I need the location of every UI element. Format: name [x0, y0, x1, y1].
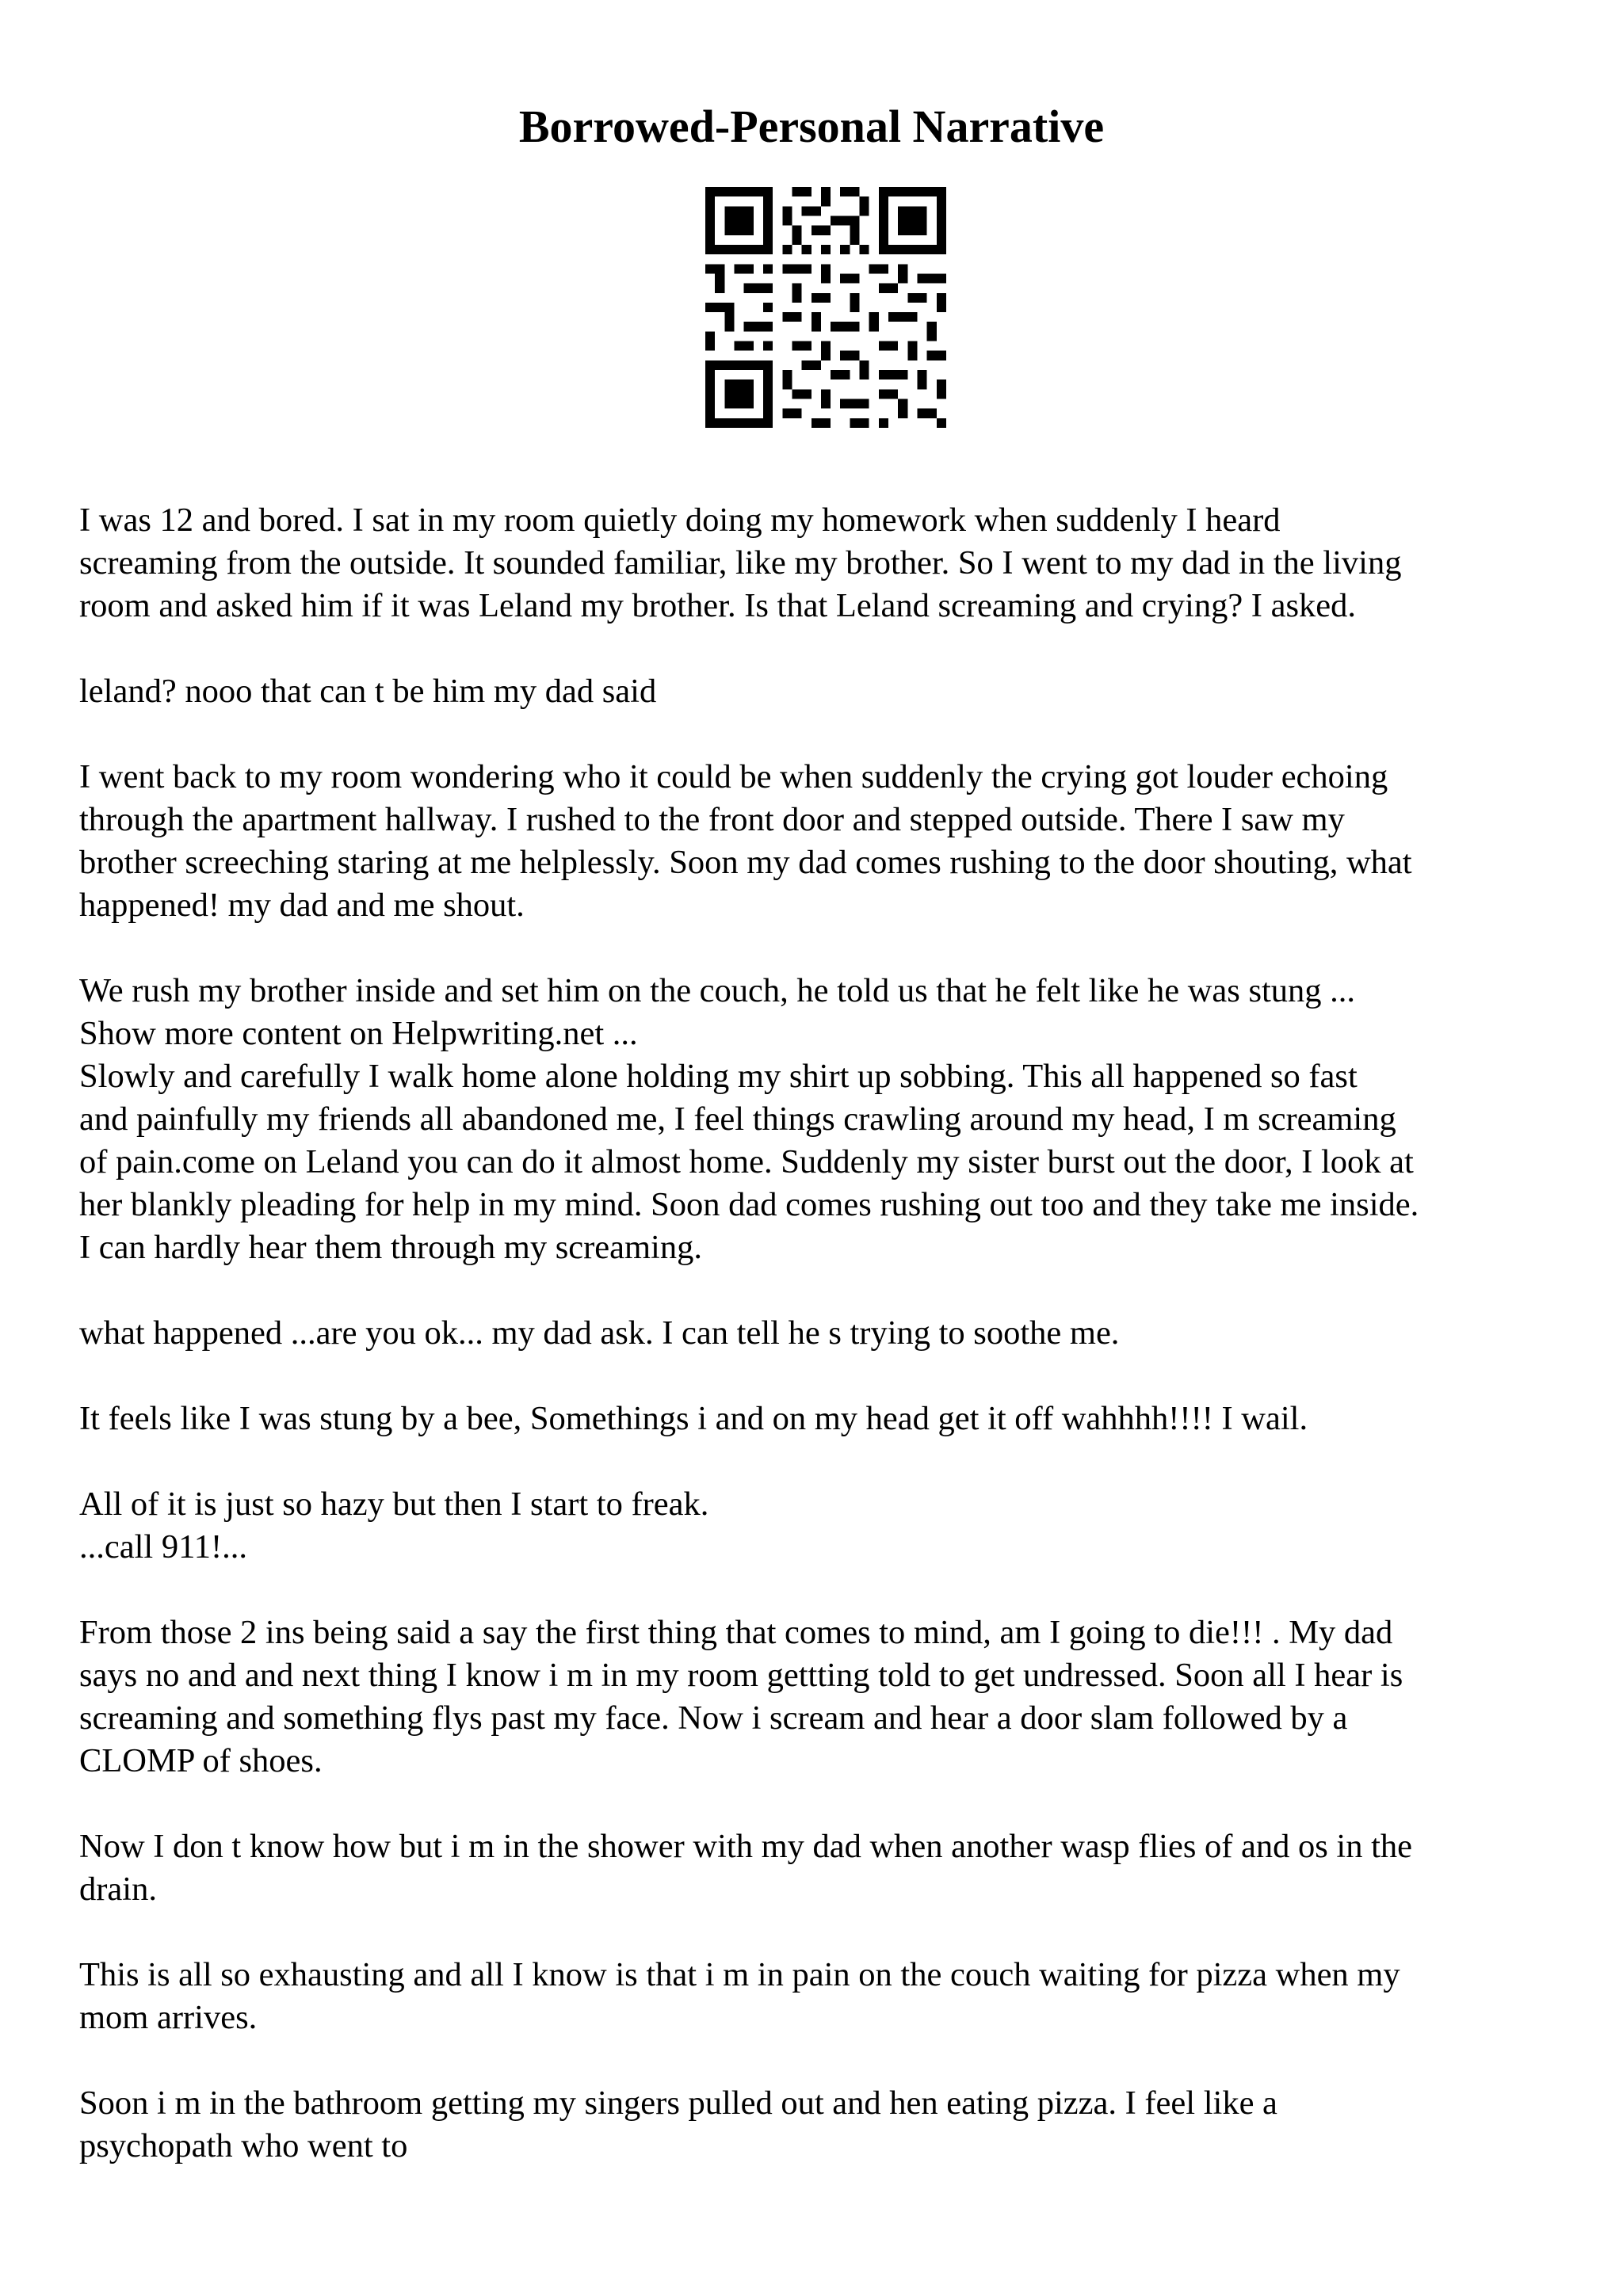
qr-code-graphic — [705, 187, 946, 428]
paragraph: leland? nooo that can t be him my dad said — [79, 673, 657, 710]
paragraph: Now I don t know how but i m in the shower with my dad when another wasp flies of and os in the drain. — [79, 1828, 1413, 1908]
document-title: Borrowed-Personal Narrative — [518, 101, 1105, 152]
narrative-body — [79, 499, 1553, 2210]
paragraph: It feels like I was stung by a bee, Somethings i and on my head get it off wahhhh!!!! I wail. — [79, 1400, 1308, 1437]
paragraph: This is all so exhausting and all I know is that i m in pain on the couch waiting for pizza when my mom arrives. — [79, 1956, 1400, 2036]
paragraph: I was 12 and bored. I sat in my room quietly doing my homework when suddenly I heard screaming from the outside. It sounded familiar, like my brother. So I went to my dad in the living room and asked him if it was Leland my brother. Is that Leland screaming and crying? I asked. — [79, 502, 1402, 624]
paragraph: From those 2 ins being said a say the first thing that comes to mind, am I going to die!!! . My dad says no and and next thing I know i m in my room gettting told to get undressed. Soon all I hear is screaming and something flys past my face. Now i scream and hear a door slam followed by a CLOMP of shoes. — [79, 1614, 1403, 1779]
paragraph: Soon i m in the bathroom getting my singers pulled out and hen eating pizza. I feel like a psychopath who went to — [79, 2084, 1277, 2164]
paragraph: We rush my brother inside and set him on the couch, he told us that he felt like he was stung ... Show more content on Helpwriting.net ... — [79, 972, 1356, 1052]
paragraph: what happened ...are you ok... my dad ask. I can tell he s trying to soothe me. — [79, 1314, 1120, 1352]
paragraph: All of it is just so hazy but then I start to freak. ...call 911!... — [79, 1486, 709, 1566]
paragraph: Slowly and carefully I walk home alone holding my shirt up sobbing. This all happened so fast and painfully my friends all abandoned me, I feel things crawling around my head, I m screaming of pain.come on Leland you can do it almost home. Suddenly my sister burst out the door, I look at her blankly pleading for help in my mind. Soon dad comes rushing out too and they take me inside. I can hardly hear them through my screaming. — [79, 1058, 1419, 1266]
paragraph: I went back to my room wondering who it could be when suddenly the crying got louder echoing through the apartment hallway. I rushed to the front door and stepped outside. There I saw my brother screeching staring at me helplessly. Soon my dad comes rushing to the door shouting, what happened! my dad and me shout. — [79, 758, 1412, 924]
qr-code-icon — [705, 187, 946, 428]
